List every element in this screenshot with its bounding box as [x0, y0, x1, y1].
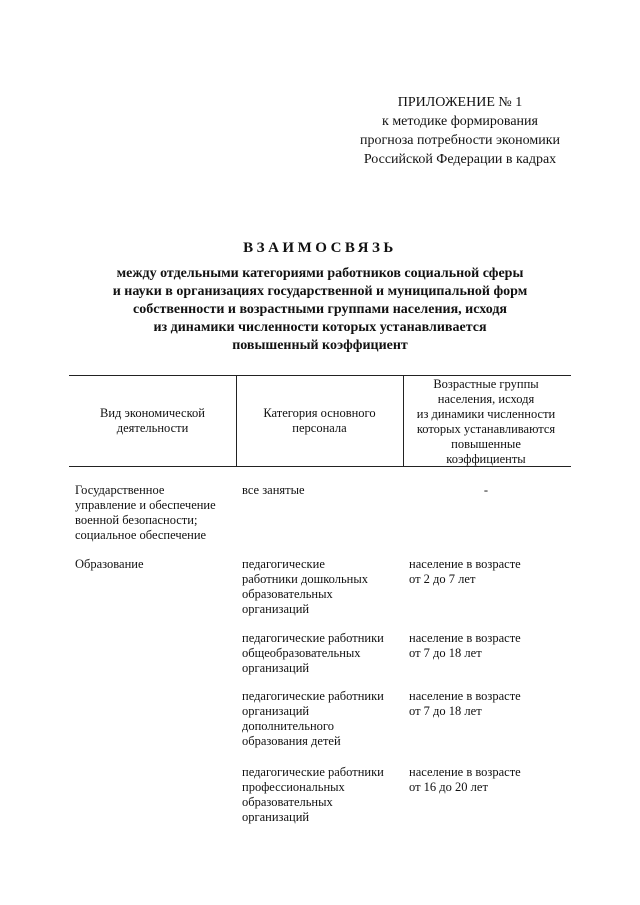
appendix-line: к методике формирования: [382, 114, 538, 129]
column-header-category: Категория основного персонала: [263, 406, 376, 435]
table-cell-activity: Образование: [75, 557, 144, 571]
table-cell-age-group: население в возрасте от 2 до 7 лет: [409, 557, 521, 586]
subtitle-line: между отдельными категориями работников социальной сферы: [116, 266, 524, 281]
table-cell-category: педагогические работники общеобразовательных организаций: [242, 631, 384, 675]
appendix-line: Российской Федерации в кадрах: [363, 152, 557, 167]
document-subtitle: [60, 265, 580, 355]
subtitle-line: из динамики численности которых устанавливается: [153, 320, 487, 335]
column-header-activity: Вид экономической деятельности: [100, 406, 205, 435]
document-title: ВЗАИМОСВЯЗЬ: [243, 240, 397, 256]
table-cell-age-group: население в возрасте от 7 до 18 лет: [409, 631, 521, 660]
table-cell-age-group: -: [483, 483, 489, 497]
appendix-block: [300, 93, 620, 169]
appendix-line: прогноза потребности экономики: [359, 133, 561, 148]
table-cell-category: все занятые: [242, 483, 305, 497]
column-header-age-group: Возрастные группы населения, исходя из динамики численности которых устанавливаются повышенные коэффициенты: [416, 377, 556, 466]
table-cell-activity: Государственное управление и обеспечение военной безопасности; социальное обеспечение: [75, 483, 216, 542]
table-cell-age-group: население в возрасте от 16 до 20 лет: [409, 765, 521, 794]
table-cell-category: педагогические работники профессиональных образовательных организаций: [242, 765, 384, 824]
table-cell-category: педагогические работники организаций дополнительного образования детей: [242, 689, 384, 748]
subtitle-line: собственности и возрастными группами населения, исходя: [133, 302, 507, 317]
table-cell-category: педагогические работники дошкольных образовательных организаций: [242, 557, 369, 616]
subtitle-line: повышенный коэффициент: [232, 338, 408, 353]
appendix-heading: ПРИЛОЖЕНИЕ № 1: [397, 95, 523, 110]
table-header-rule: [69, 466, 571, 467]
table-cell-age-group: население в возрасте от 7 до 18 лет: [409, 689, 521, 718]
table-top-rule: [69, 375, 571, 376]
subtitle-line: и науки в организациях государственной и муниципальной форм: [112, 284, 528, 299]
